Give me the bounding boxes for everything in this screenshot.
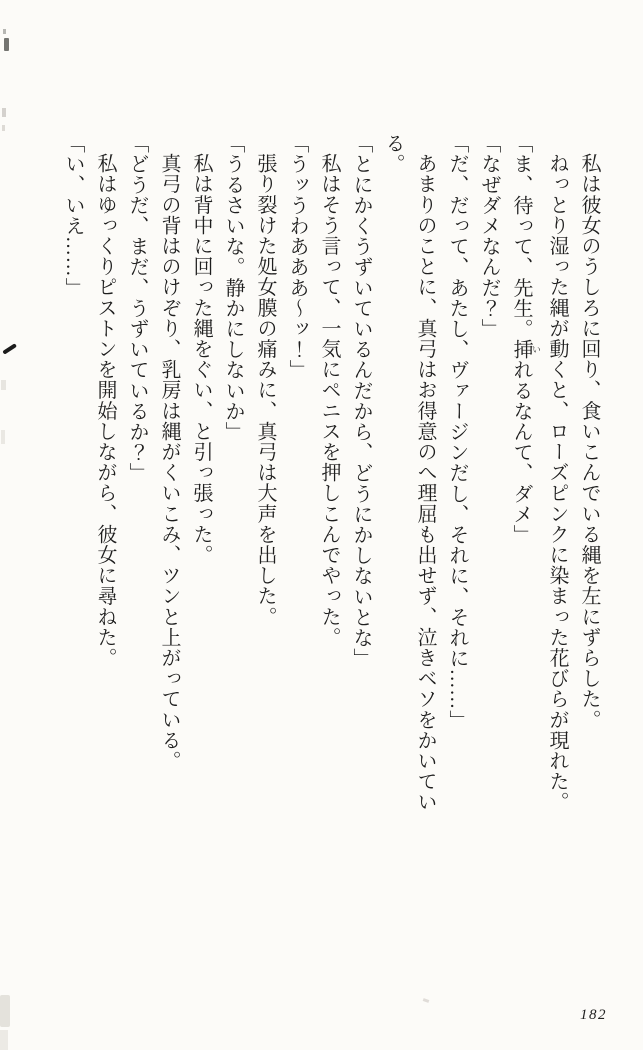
scan-speck	[4, 38, 9, 51]
scan-smudge	[0, 995, 10, 1027]
paragraph-12: 私は背中に回った縄をぐい、と引っ張った。	[190, 153, 212, 565]
scan-smudge	[0, 1030, 8, 1050]
paragraph-9: 「うッうわあああ〜ッ！」	[286, 133, 308, 381]
paragraph-1: 私は彼女のうしろに回り、食いこんでいる縄を左にずらした。	[578, 153, 600, 730]
paragraph-5: 「だ、だって、あたし、ヴァージンだし、それに、それに……」	[446, 133, 468, 731]
scan-smudge	[1, 430, 5, 444]
paragraph-8: 私はそう言って、一気にペニスを押しこんでやった。	[318, 153, 340, 648]
paragraph-6: あまりのことに、真弓はお得意のへ理屈も出せず、泣きベソをかいている。	[382, 133, 436, 813]
scan-pen-stroke	[2, 343, 16, 354]
ruby-furigana: い	[531, 339, 541, 360]
paragraph-3	[505, 133, 541, 845]
scan-speck	[3, 29, 6, 34]
paragraph-3-pre: 「ま、待って、先生。	[510, 133, 532, 339]
page-number: 182	[580, 1007, 607, 1023]
paragraph-13: 真弓の背はのけぞり、乳房は縄がくいこみ、ツンと上がっている。	[158, 153, 180, 771]
paragraph-14: 「どうだ、まだ、うずいているか？」	[126, 133, 148, 484]
ruby-base: 挿	[510, 339, 532, 360]
scan-smudge	[1, 380, 6, 390]
page-text-block	[57, 133, 605, 845]
scan-speck	[2, 108, 6, 117]
paragraph-2: ねっとり湿った縄が動くと、ローズピンクに染まった花びらが現れた。	[546, 153, 568, 813]
paragraph-15: 私はゆっくりピストンを開始しながら、彼女に尋ねた。	[94, 153, 116, 668]
paragraph-16: 「い、いえ……」	[62, 133, 84, 298]
paragraph-4: 「なぜダメなんだ？」	[478, 133, 500, 339]
ruby-ireru	[510, 339, 541, 360]
paragraph-10: 張り裂けた処女膜の痛みに、真弓は大声を出した。	[254, 153, 276, 627]
paragraph-3-post: れるなんて、ダメ」	[510, 359, 532, 546]
scan-speck	[2, 125, 5, 131]
paragraph-7: 「とにかくうずいているんだから、どうにかしないとな」	[350, 133, 372, 669]
paragraph-11: 「うるさいな。静かにしないか」	[222, 133, 244, 442]
scan-smudge	[423, 998, 430, 1003]
